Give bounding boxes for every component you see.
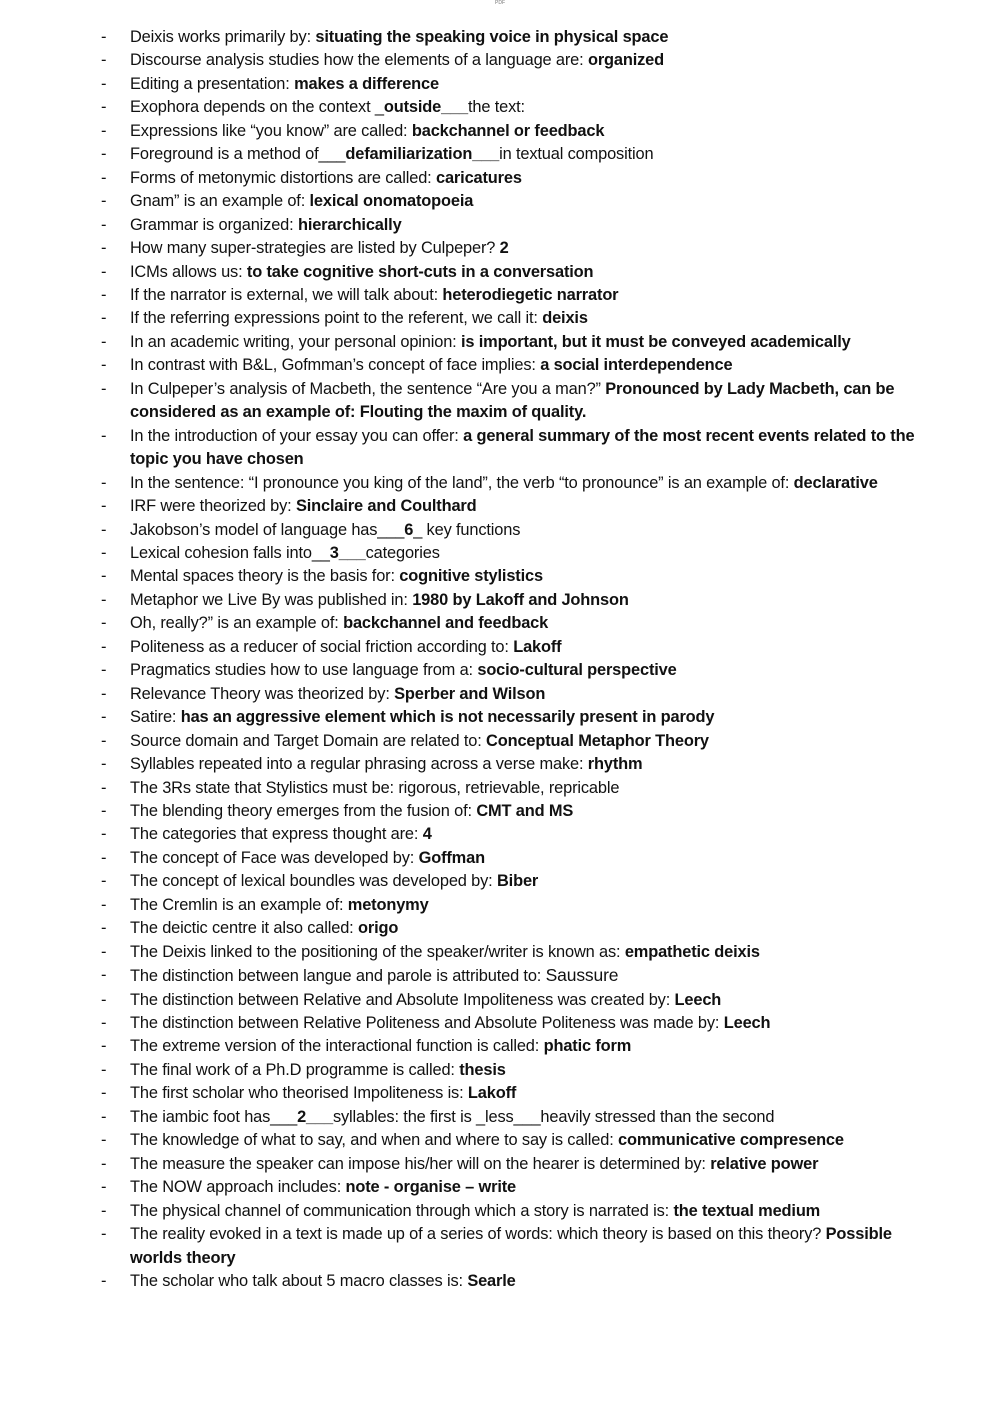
answer-text: note - organise – write	[345, 1178, 517, 1197]
list-item	[0, 1153, 1000, 1176]
question-text: If the narrator is external, we will talk about:	[130, 285, 443, 304]
question-text: The first scholar who theorised Impoliteness is:	[130, 1084, 468, 1103]
question-text: The Cremlin is an example of:	[130, 895, 348, 914]
list-item	[0, 1012, 1000, 1035]
question-text: The measure the speaker can impose his/her will on the hearer is determined by:	[130, 1154, 711, 1173]
list-item	[0, 1129, 1000, 1152]
list-item	[0, 565, 1000, 588]
answer-text: CMT and MS	[476, 801, 574, 820]
list-item	[0, 941, 1000, 964]
question-text: Exophora depends on the context _	[130, 98, 384, 117]
list-item	[0, 307, 1000, 330]
question-text: If the referring expressions point to the referent, we call it:	[130, 309, 543, 328]
answer-text: a general summary of the most recent events related to the topic you have chosen	[130, 426, 915, 469]
question-text: In the introduction of your essay you can offer:	[130, 426, 464, 445]
list-item	[0, 870, 1000, 893]
answer-text: origo	[357, 919, 399, 938]
answer-text: backchannel or feedback	[411, 121, 605, 140]
answer-text: hierarchically	[297, 215, 402, 234]
question-answer-list	[0, 26, 1000, 1293]
list-item	[0, 636, 1000, 659]
question-text: Gnam” is an example of:	[130, 192, 310, 211]
answer-text: thesis	[459, 1060, 506, 1079]
list-item	[0, 354, 1000, 377]
answer-text: lexical onomatopoeia	[309, 192, 474, 211]
question-text-continued: categories	[365, 543, 440, 562]
answer-text: 3___	[329, 543, 366, 562]
question-text-continued: the text:	[468, 98, 525, 117]
list-item	[0, 800, 1000, 823]
list-item	[0, 683, 1000, 706]
list-item	[0, 49, 1000, 72]
answer-text: Lakoff	[467, 1084, 517, 1103]
question-text: Editing a presentation:	[130, 74, 295, 93]
answer-text: Sperber and Wilson	[394, 684, 546, 703]
list-item	[0, 1176, 1000, 1199]
question-text: The 3Rs state that Stylistics must be:	[130, 778, 399, 797]
answer-text: backchannel and feedback	[343, 614, 549, 633]
answer-text: metonymy	[347, 895, 429, 914]
list-item	[0, 237, 1000, 260]
list-item	[0, 73, 1000, 96]
answer-text: 6	[404, 520, 414, 539]
answer-text: relative power	[710, 1154, 819, 1173]
answer-text: organized	[587, 51, 665, 70]
question-text: The reality evoked in a text is made up of a series of words: which theory is based on this theory?	[130, 1225, 826, 1244]
list-item	[0, 378, 1000, 425]
list-item	[0, 612, 1000, 635]
answer-text: Biber	[497, 872, 539, 891]
answer-text: empathetic deixis	[624, 942, 760, 961]
answer-text: Saussure	[545, 965, 619, 986]
question-text: The knowledge of what to say, and when and where to say is called:	[130, 1131, 619, 1150]
question-text: In the sentence: “I pronounce you king of the land”, the verb “to pronounce” is an example of:	[130, 473, 794, 492]
list-item	[0, 659, 1000, 682]
question-text: Oh, really?” is an example of:	[130, 614, 344, 633]
list-item	[0, 284, 1000, 307]
list-item	[0, 96, 1000, 119]
question-text: Discourse analysis studies how the elements of a language are:	[130, 51, 588, 70]
answer-text: a social interdependence	[540, 356, 733, 375]
question-text: Syllables repeated into a regular phrasing across a verse make:	[130, 755, 588, 774]
question-text: The distinction between langue and parole is attributed to:	[130, 967, 546, 986]
question-text: Relevance Theory was theorized by:	[130, 684, 395, 703]
question-text: The distinction between Relative Politeness and Absolute Politeness was made by:	[130, 1014, 724, 1033]
list-item	[0, 964, 1000, 988]
list-item	[0, 706, 1000, 729]
question-text: The final work of a Ph.D programme is called:	[130, 1060, 460, 1079]
list-item	[0, 1200, 1000, 1223]
answer-text: 1980 by Lakoff and Johnson	[412, 590, 629, 609]
list-item	[0, 167, 1000, 190]
question-text: The distinction between Relative and Absolute Impoliteness was created by:	[130, 990, 675, 1009]
list-item	[0, 589, 1000, 612]
answer-text: Leech	[723, 1014, 771, 1033]
question-text: Politeness as a reducer of social friction according to:	[130, 637, 514, 656]
question-text: The scholar who talk about 5 macro classes is:	[130, 1272, 468, 1291]
answer-text: Conceptual Metaphor Theory	[486, 731, 709, 750]
answer-text: is important, but it must be conveyed academically	[460, 332, 851, 351]
answer-text: caricatures	[436, 168, 522, 187]
question-text: The concept of lexical boundles was developed by:	[130, 872, 497, 891]
list-item	[0, 1082, 1000, 1105]
answer-text: rigorous, retrievable, repricable	[398, 778, 620, 797]
answer-text: Leech	[674, 990, 722, 1009]
answer-text: 2	[499, 239, 509, 258]
list-item	[0, 847, 1000, 870]
list-item	[0, 989, 1000, 1012]
question-text: In Culpeper’s analysis of Macbeth, the sentence “Are you a man?”	[130, 379, 606, 398]
answer-text: Pronounced by Lady Macbeth, can be considered as an example of: Flouting the maxim of quality.	[130, 379, 895, 422]
answer-text: the textual medium	[673, 1201, 821, 1220]
question-text: How many super-strategies are listed by Culpeper?	[130, 239, 500, 258]
list-item	[0, 143, 1000, 166]
answer-text: outside___	[383, 98, 468, 117]
answer-text: 2___	[297, 1107, 333, 1126]
list-item	[0, 26, 1000, 49]
question-text: Jakobson’s model of language has___	[130, 520, 405, 539]
answer-text: makes a difference	[294, 74, 439, 93]
list-item	[0, 1106, 1000, 1129]
list-item	[0, 472, 1000, 495]
answer-text: phatic form	[543, 1037, 632, 1056]
list-item	[0, 120, 1000, 143]
answer-text: defamiliarization___	[345, 145, 500, 164]
question-text: Satire:	[130, 708, 181, 727]
list-item	[0, 425, 1000, 472]
answer-text: cognitive stylistics	[399, 567, 543, 586]
list-item	[0, 777, 1000, 800]
question-text: The NOW approach includes:	[130, 1178, 346, 1197]
question-text: Source domain and Target Domain are related to:	[130, 731, 487, 750]
answer-text: socio-cultural perspective	[477, 661, 677, 680]
question-text: Mental spaces theory is the basis for:	[130, 567, 400, 586]
list-item	[0, 917, 1000, 940]
question-text: The deictic centre it also called:	[130, 919, 358, 938]
list-item	[0, 1270, 1000, 1293]
answer-text: Goffman	[418, 848, 485, 867]
list-item	[0, 894, 1000, 917]
question-text: In an academic writing, your personal opinion:	[130, 332, 461, 351]
list-item	[0, 542, 1000, 565]
page-header-mark: PDF	[495, 0, 505, 6]
list-item	[0, 1059, 1000, 1082]
list-item	[0, 519, 1000, 542]
question-text-continued: syllables: the first is _less___heavily stressed than the second	[332, 1107, 775, 1126]
list-item	[0, 730, 1000, 753]
question-text: Metaphor we Live By was published in:	[130, 590, 413, 609]
question-text: The Deixis linked to the positioning of the speaker/writer is known as:	[130, 942, 625, 961]
question-text: Forms of metonymic distortions are called:	[130, 168, 436, 187]
question-text: Grammar is organized:	[130, 215, 298, 234]
answer-text: situating the speaking voice in physical space	[315, 28, 669, 46]
question-text: Deixis works primarily by:	[130, 28, 316, 46]
question-text: IRF were theorized by:	[130, 497, 296, 516]
question-text: Lexical cohesion falls into__	[130, 543, 330, 562]
question-text: The concept of Face was developed by:	[130, 848, 419, 867]
question-text: ICMs allows us:	[130, 262, 247, 281]
answer-text: 4	[422, 825, 432, 844]
answer-text: heterodiegetic narrator	[442, 285, 619, 304]
answer-text: declarative	[793, 473, 878, 492]
answer-text: to take cognitive short-cuts in a conversation	[246, 262, 594, 281]
list-item	[0, 1223, 1000, 1270]
answer-text: Sinclaire and Coulthard	[296, 497, 477, 516]
answer-text: Searle	[467, 1272, 516, 1291]
list-item	[0, 331, 1000, 354]
list-item	[0, 214, 1000, 237]
question-text: Expressions like “you know” are called:	[130, 121, 412, 140]
question-text: Foreground is a method of___	[130, 145, 346, 164]
answer-text: Possible worlds theory	[130, 1225, 892, 1267]
answer-text: Lakoff	[513, 637, 562, 656]
list-item	[0, 261, 1000, 284]
question-text-continued: _ key functions	[413, 520, 521, 539]
list-item	[0, 1035, 1000, 1058]
question-text: Pragmatics studies how to use language from a:	[130, 661, 478, 680]
answer-text: communicative compresence	[618, 1131, 844, 1150]
question-text: The extreme version of the interactional function is called:	[130, 1037, 544, 1056]
answer-text: rhythm	[587, 755, 643, 774]
list-item	[0, 495, 1000, 518]
question-text: In contrast with B&L, Gofmman’s concept of face implies:	[130, 356, 541, 375]
question-text: The physical channel of communication through which a story is narrated is:	[130, 1201, 674, 1220]
question-text: The iambic foot has___	[130, 1107, 298, 1126]
answer-text: deixis	[542, 309, 588, 328]
question-text: The blending theory emerges from the fusion of:	[130, 801, 477, 820]
question-text-continued: in textual composition	[499, 145, 654, 164]
answer-text: has an aggressive element which is not necessarily present in parody	[180, 708, 715, 727]
question-text: The categories that express thought are:	[130, 825, 423, 844]
list-item	[0, 753, 1000, 776]
list-item	[0, 823, 1000, 846]
list-item	[0, 190, 1000, 213]
